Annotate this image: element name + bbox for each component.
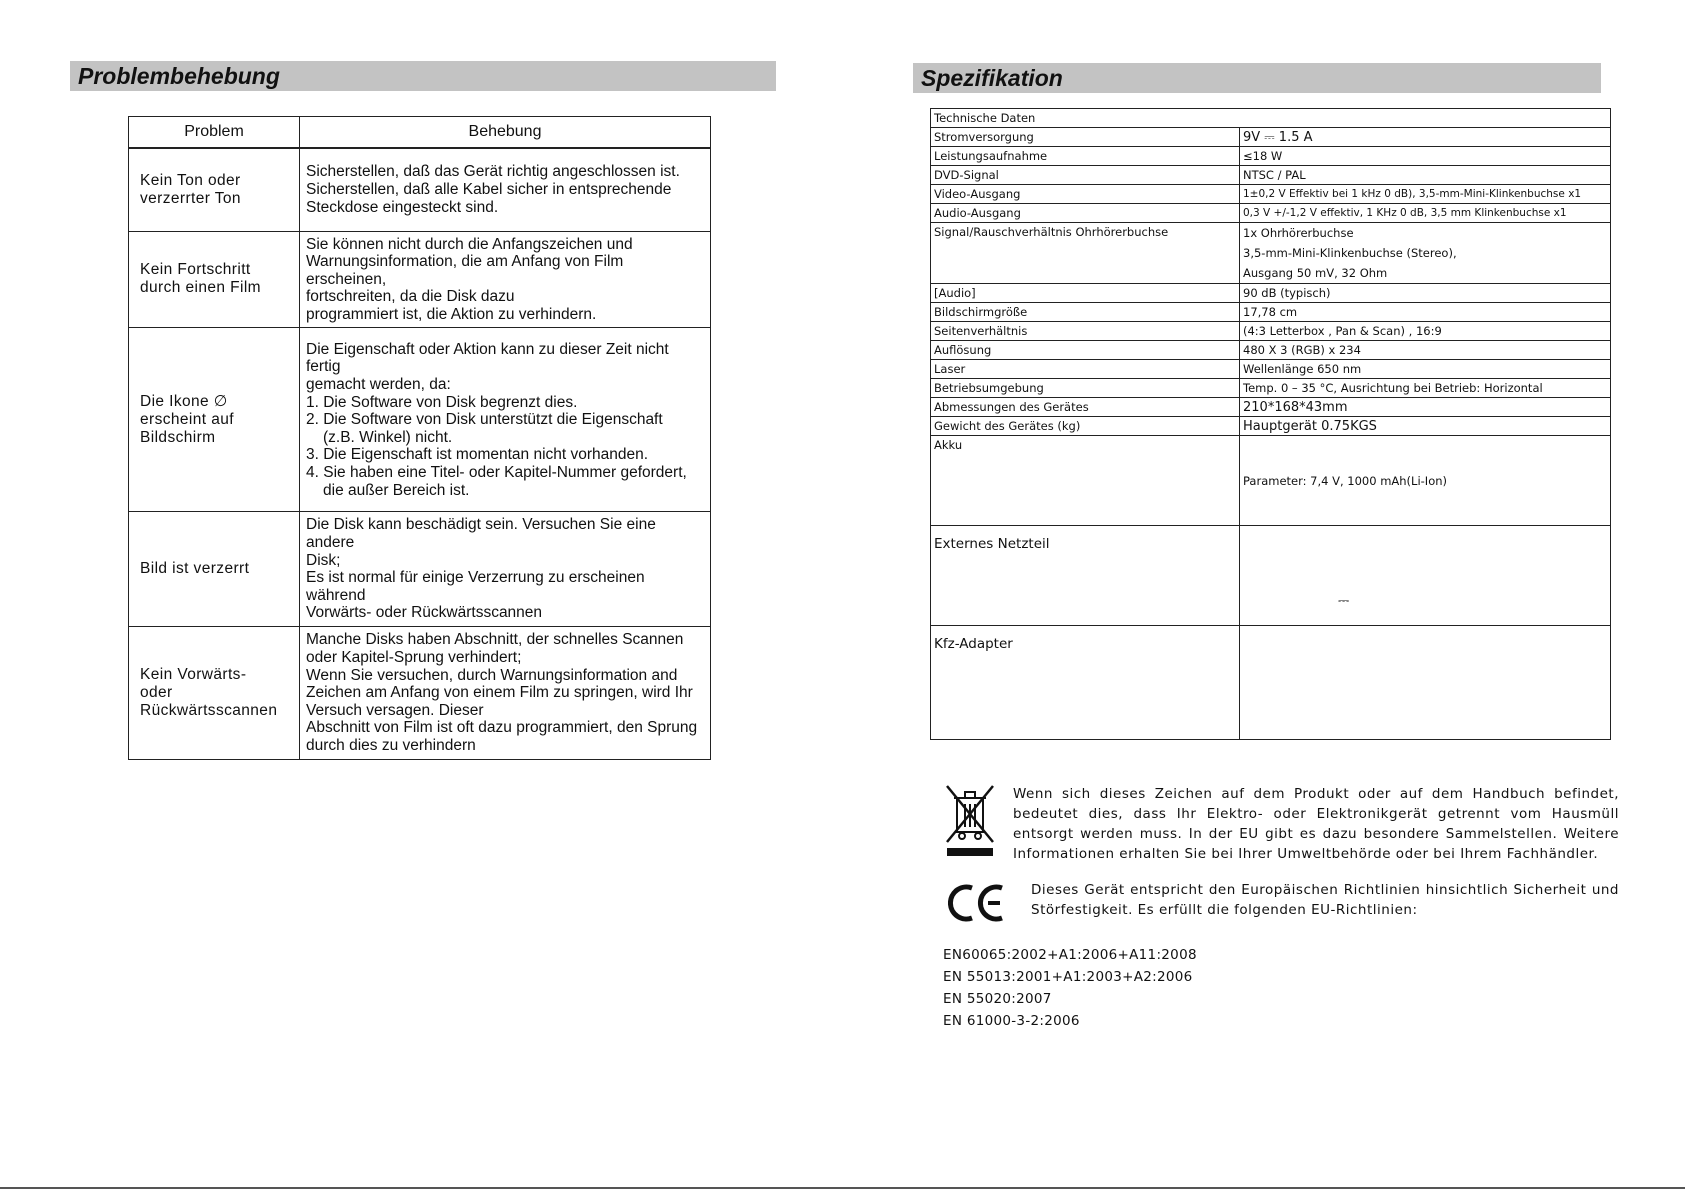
problem-cell (129, 231, 300, 328)
fix-line: Die Disk kann beschädigt sein. Versuchen Sie eine andere (306, 516, 656, 552)
fix-line: durch dies zu verhindern (306, 737, 476, 755)
spec-label: Signal/Rauschverhältnis Ohrhörerbuchse (931, 223, 1240, 284)
problem-line: Kein Ton oder (140, 171, 241, 189)
spec-value: Wellenlänge 650 nm (1240, 360, 1611, 379)
spec-row (931, 185, 1611, 204)
spec-row-akku (931, 436, 1611, 526)
fix-line: Disk; (306, 551, 341, 569)
spec-header: Technische Daten (931, 109, 1611, 128)
header-fix: Behebung (300, 117, 711, 149)
table-header-row (129, 117, 711, 149)
problem-cell (129, 148, 300, 231)
troubleshooting-title: Problembehebung (70, 61, 776, 91)
dc-symbol-icon: ⎓ (1338, 593, 1350, 609)
problem-cell (129, 328, 300, 512)
spec-value: 210*168*43mm (1240, 398, 1611, 417)
fix-line: Sicherstellen, daß alle Kabel sicher in entsprechende (306, 180, 672, 198)
fix-line: Steckdose eingesteckt sind. (306, 198, 499, 216)
spec-value-line: 1x Ohrhörerbuchse (1243, 226, 1354, 240)
fix-line: Vorwärts- oder Rückwärtsscannen (306, 604, 543, 622)
spec-row (931, 223, 1611, 284)
fix-line: fortschreiten, da die Disk dazu (306, 288, 515, 306)
spec-row (931, 147, 1611, 166)
fix-cell (300, 231, 711, 328)
spec-value-line: 3,5-mm-Mini-Klinkenbuchse (Stereo), (1243, 246, 1457, 260)
page-bottom-rule (0, 1187, 1685, 1189)
fix-cell (300, 148, 711, 231)
fix-line: 4. Sie haben eine Titel- oder Kapitel-Nummer gefordert, (306, 463, 687, 481)
problem-cell (129, 512, 300, 627)
fix-line: programmiert ist, die Aktion zu verhindern. (306, 305, 597, 323)
troubleshooting-table (128, 116, 711, 760)
spec-label: Gewicht des Gerätes (kg) (931, 417, 1240, 436)
spec-label: Betriebsumgebung (931, 379, 1240, 398)
fix-line: oder Kapitel-Sprung verhindert; (306, 649, 522, 667)
spec-row-kfz (931, 626, 1611, 740)
spec-row (931, 341, 1611, 360)
problem-line: Bild ist verzerrt (140, 560, 250, 578)
table-row (129, 231, 711, 328)
spec-label: Auflösung (931, 341, 1240, 360)
standard-item: EN 61000-3-2:2006 (943, 1013, 1080, 1029)
table-row (129, 148, 711, 231)
fix-line: Sicherstellen, daß das Gerät richtig angeschlossen ist. (306, 163, 680, 181)
spec-value: Hauptgerät 0.75KGS (1240, 417, 1611, 436)
spec-value: (4:3 Letterbox , Pan & Scan) , 16:9 (1240, 322, 1611, 341)
problem-line: verzerrter Ton (140, 189, 241, 207)
spec-row (931, 379, 1611, 398)
spec-value (1240, 526, 1611, 626)
problem-cell (129, 627, 300, 760)
spec-value (1240, 436, 1611, 526)
spec-row (931, 417, 1611, 436)
fix-line: Abschnitt von Film ist oft dazu programmiert, den Sprung (306, 719, 698, 737)
problem-line: Kein Vorwärts- (140, 666, 247, 684)
header-problem: Problem (129, 117, 300, 149)
weee-notice: Wenn sich dieses Zeichen auf dem Produkt oder auf dem Handbuch befindet, bedeutet dies, dass Ihr Elektro- oder Elektronikgerät getrennt vom Hausmüll entsorgt werden muss. In der EU gibt es dazu besondere Sammelstellen. Weitere Informationen erhalten Sie bei Ihrer Umweltbehörde oder bei Ihrem Fachhändler. (1013, 786, 1619, 862)
standards-list (943, 944, 1197, 1032)
spec-value: NTSC / PAL (1240, 166, 1611, 185)
problem-line: Kein Fortschritt (140, 261, 251, 279)
problem-line: Rückwärtsscannen (140, 702, 278, 720)
problem-line: oder (140, 684, 173, 702)
specification-table (930, 108, 1611, 740)
fix-line: Zeichen am Anfang von einem Film zu springen, wird Ihr (306, 684, 693, 702)
spec-value: 17,78 cm (1240, 303, 1611, 322)
fix-line: Manche Disks haben Abschnitt, der schnelles Scannen (306, 631, 684, 649)
spec-row (931, 322, 1611, 341)
spec-row (931, 204, 1611, 223)
akku-value: Parameter: 7,4 V, 1000 mAh(Li-Ion) (1243, 473, 1448, 488)
table-row (129, 328, 711, 512)
spec-row (931, 398, 1611, 417)
spec-row (931, 284, 1611, 303)
spec-label: DVD-Signal (931, 166, 1240, 185)
spec-label: Audio-Ausgang (931, 204, 1240, 223)
spec-label: Bildschirmgröße (931, 303, 1240, 322)
fix-cell (300, 627, 711, 760)
spec-value: Temp. 0 – 35 °C, Ausrichtung bei Betrieb: Horizontal (1240, 379, 1611, 398)
standard-item: EN 55013:2001+A1:2003+A2:2006 (943, 969, 1193, 985)
fix-line: 2. Die Software von Disk unterstützt die Eigenschaft (306, 411, 663, 429)
spec-label: Kfz-Adapter (931, 626, 1240, 740)
spec-value: 9V ⎓ 1.5 A (1240, 128, 1611, 147)
fix-line: Die Eigenschaft oder Aktion kann zu dieser Zeit nicht fertig (306, 340, 669, 376)
spec-label: Laser (931, 360, 1240, 379)
fix-line: 1. Die Software von Disk begrenzt dies. (306, 393, 578, 411)
spec-value: 1±0,2 V Effektiv bei 1 kHz 0 dB), 3,5-mm-Mini-Klinkenbuchse x1 (1240, 185, 1611, 204)
problem-line: Bildschirm (140, 428, 216, 446)
fix-cell (300, 328, 711, 512)
standard-item: EN 55020:2007 (943, 991, 1052, 1007)
spec-label: Stromversorgung (931, 128, 1240, 147)
table-row (129, 627, 711, 760)
fix-line: Warnungsinformation, die am Anfang von Film erscheinen, (306, 253, 624, 288)
spec-label: Video-Ausgang (931, 185, 1240, 204)
fix-line: (z.B. Winkel) nicht. (323, 428, 453, 446)
spec-row-netzteil (931, 526, 1611, 626)
fix-line: Es ist normal für einige Verzerrung zu erscheinen während (306, 569, 645, 604)
spec-value: ≤18 W (1240, 147, 1611, 166)
standard-item: EN60065:2002+A1:2006+A11:2008 (943, 947, 1197, 963)
spec-value (1240, 223, 1611, 284)
fix-line: Versuch versagen. Dieser (306, 701, 484, 719)
fix-line: Wenn Sie versuchen, durch Warnungsinformation and (306, 666, 678, 684)
spec-label: Abmessungen des Gerätes (931, 398, 1240, 417)
fix-line: Sie können nicht durch die Anfangszeichen und (306, 235, 633, 253)
problem-line: erscheint auf (140, 410, 234, 428)
ce-mark-icon (948, 882, 1006, 924)
spec-row (931, 128, 1611, 147)
spec-value (1240, 626, 1611, 740)
ce-notice: Dieses Gerät entspricht den Europäischen Richtlinien hinsichtlich Sicherheit und Störfestigkeit. Es erfüllt die folgenden EU-Richtlinien: (1031, 882, 1619, 918)
problem-line: Die Ikone ∅ (140, 392, 228, 410)
fix-cell (300, 512, 711, 627)
spec-value: 90 dB (typisch) (1240, 284, 1611, 303)
weee-bin-icon (943, 782, 997, 858)
specification-title: Spezifikation (913, 63, 1601, 93)
spec-label: Seitenverhältnis (931, 322, 1240, 341)
table-row (129, 512, 711, 627)
fix-line: die außer Bereich ist. (323, 481, 470, 499)
spec-row (931, 360, 1611, 379)
problem-line: durch einen Film (140, 279, 261, 297)
spec-value: 480 X 3 (RGB) x 234 (1240, 341, 1611, 360)
fix-line: 3. Die Eigenschaft ist momentan nicht vorhanden. (306, 446, 649, 464)
spec-value: 0,3 V +/-1,2 V effektiv, 1 KHz 0 dB, 3,5 mm Klinkenbuchse x1 (1240, 204, 1611, 223)
spec-row (931, 303, 1611, 322)
spec-value-line: Ausgang 50 mV, 32 Ohm (1243, 266, 1388, 280)
spec-label: Akku (931, 436, 1240, 526)
spec-row (931, 166, 1611, 185)
fix-line: gemacht werden, da: (306, 375, 451, 393)
spec-label: Leistungsaufnahme (931, 147, 1240, 166)
spec-label: Externes Netzteil (931, 526, 1240, 626)
spec-header-row (931, 109, 1611, 128)
spec-label: [Audio] (931, 284, 1240, 303)
